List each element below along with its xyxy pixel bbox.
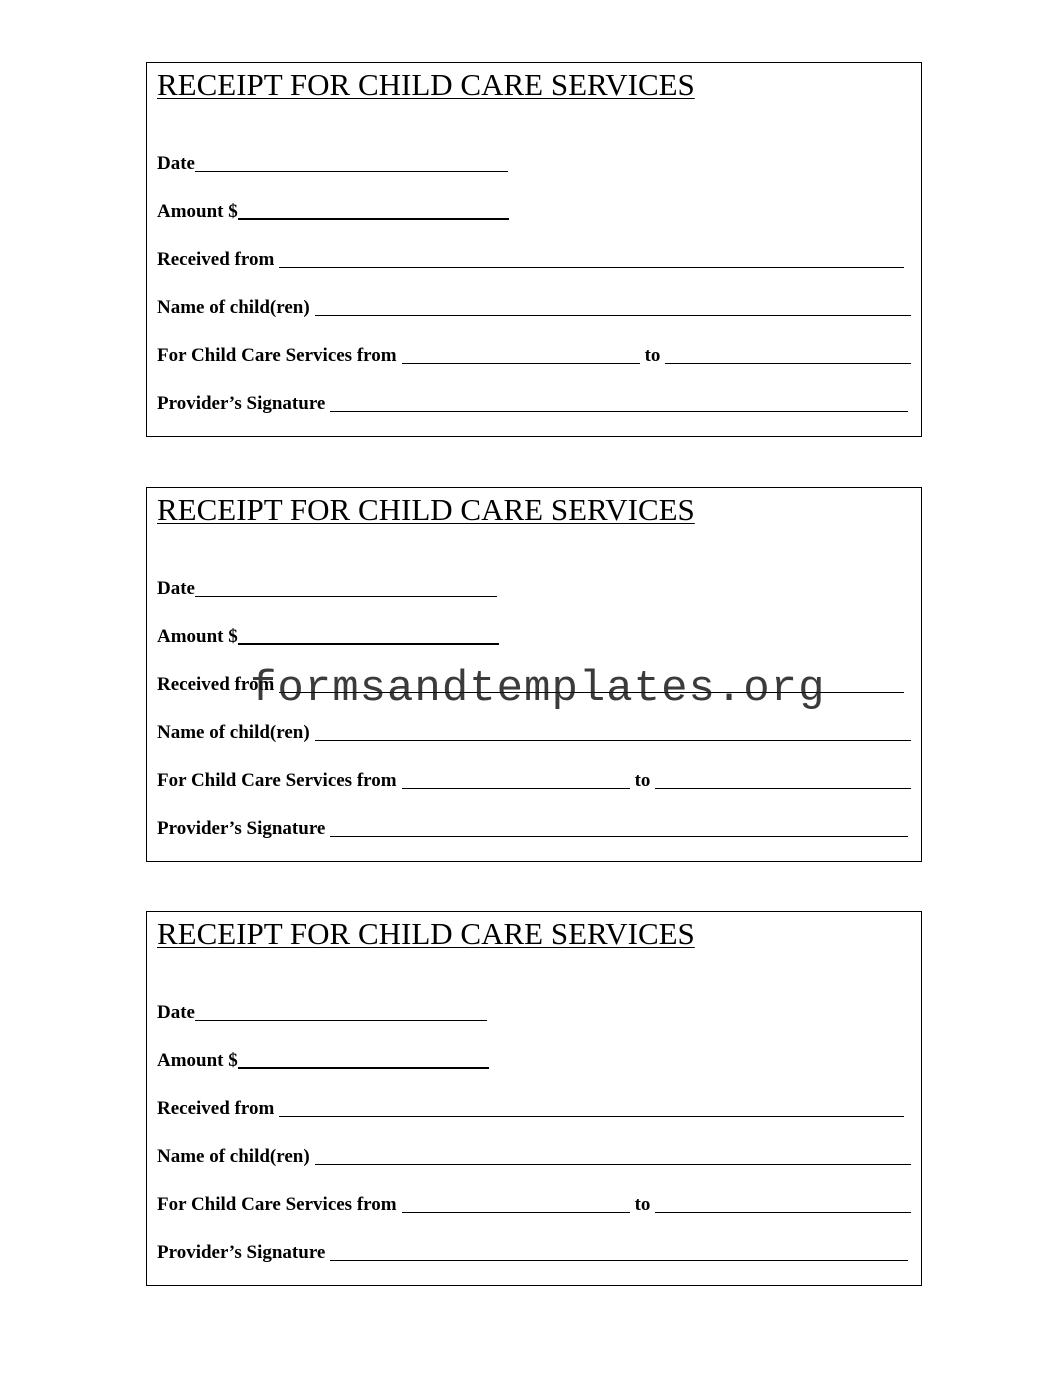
amount-fill-line[interactable] bbox=[238, 1049, 489, 1069]
date-row bbox=[157, 998, 911, 1024]
child-name-fill-line[interactable] bbox=[315, 297, 911, 316]
amount-label: Amount $ bbox=[157, 201, 238, 222]
receipt-title: RECEIPT FOR CHILD CARE SERVICES bbox=[157, 916, 695, 951]
services-to-label: to bbox=[644, 345, 661, 366]
services-period-row bbox=[157, 341, 911, 367]
services-from-label: For Child Care Services from bbox=[157, 345, 397, 366]
received-from-row bbox=[157, 245, 911, 271]
amount-label: Amount $ bbox=[157, 1050, 238, 1071]
signature-row bbox=[157, 814, 911, 840]
services-to-fill-line[interactable] bbox=[655, 1194, 911, 1213]
date-fill-line[interactable] bbox=[195, 1002, 487, 1021]
services-from-label: For Child Care Services from bbox=[157, 770, 397, 791]
child-name-label: Name of child(ren) bbox=[157, 297, 310, 318]
child-name-row bbox=[157, 1142, 911, 1168]
services-period-row bbox=[157, 766, 911, 792]
received-from-fill-line[interactable] bbox=[279, 674, 904, 693]
amount-row bbox=[157, 1046, 911, 1072]
received-from-row bbox=[157, 670, 911, 696]
services-to-fill-line[interactable] bbox=[665, 345, 911, 364]
received-from-label: Received from bbox=[157, 249, 275, 270]
amount-fill-line[interactable] bbox=[238, 200, 509, 220]
received-from-fill-line[interactable] bbox=[279, 1098, 904, 1117]
receipt-title: RECEIPT FOR CHILD CARE SERVICES bbox=[157, 492, 695, 527]
receipt-form-2 bbox=[146, 487, 922, 862]
services-from-fill-line[interactable] bbox=[402, 770, 630, 789]
signature-label: Provider’s Signature bbox=[157, 818, 326, 839]
services-to-label: to bbox=[634, 770, 651, 791]
child-name-fill-line[interactable] bbox=[315, 722, 911, 741]
services-from-label: For Child Care Services from bbox=[157, 1194, 397, 1215]
signature-label: Provider’s Signature bbox=[157, 1242, 326, 1263]
signature-row bbox=[157, 389, 911, 415]
signature-row bbox=[157, 1238, 911, 1264]
received-from-fill-line[interactable] bbox=[279, 249, 904, 268]
amount-row bbox=[157, 197, 911, 223]
received-from-label: Received from bbox=[157, 674, 275, 695]
amount-label: Amount $ bbox=[157, 626, 238, 647]
date-row bbox=[157, 574, 911, 600]
services-from-fill-line[interactable] bbox=[402, 345, 640, 364]
receipt-form-3 bbox=[146, 911, 922, 1286]
signature-fill-line[interactable] bbox=[330, 393, 908, 412]
received-from-label: Received from bbox=[157, 1098, 275, 1119]
services-from-fill-line[interactable] bbox=[402, 1194, 630, 1213]
date-label: Date bbox=[157, 1002, 195, 1023]
services-to-label: to bbox=[634, 1194, 651, 1215]
amount-row bbox=[157, 622, 911, 648]
signature-label: Provider’s Signature bbox=[157, 393, 326, 414]
amount-fill-line[interactable] bbox=[238, 625, 499, 645]
receipt-title: RECEIPT FOR CHILD CARE SERVICES bbox=[157, 67, 695, 102]
receipt-form-1 bbox=[146, 62, 922, 437]
signature-fill-line[interactable] bbox=[330, 1242, 908, 1261]
services-period-row bbox=[157, 1190, 911, 1216]
date-fill-line[interactable] bbox=[195, 578, 497, 597]
child-name-row bbox=[157, 718, 911, 744]
date-label: Date bbox=[157, 578, 195, 599]
watermark-text: formsandtemplates.org bbox=[250, 664, 826, 714]
child-name-fill-line[interactable] bbox=[315, 1146, 911, 1165]
received-from-row bbox=[157, 1094, 911, 1120]
signature-fill-line[interactable] bbox=[330, 818, 908, 837]
child-name-label: Name of child(ren) bbox=[157, 722, 310, 743]
services-to-fill-line[interactable] bbox=[655, 770, 911, 789]
child-name-label: Name of child(ren) bbox=[157, 1146, 310, 1167]
date-row bbox=[157, 149, 911, 175]
date-label: Date bbox=[157, 153, 195, 174]
date-fill-line[interactable] bbox=[195, 153, 508, 172]
child-name-row bbox=[157, 293, 911, 319]
